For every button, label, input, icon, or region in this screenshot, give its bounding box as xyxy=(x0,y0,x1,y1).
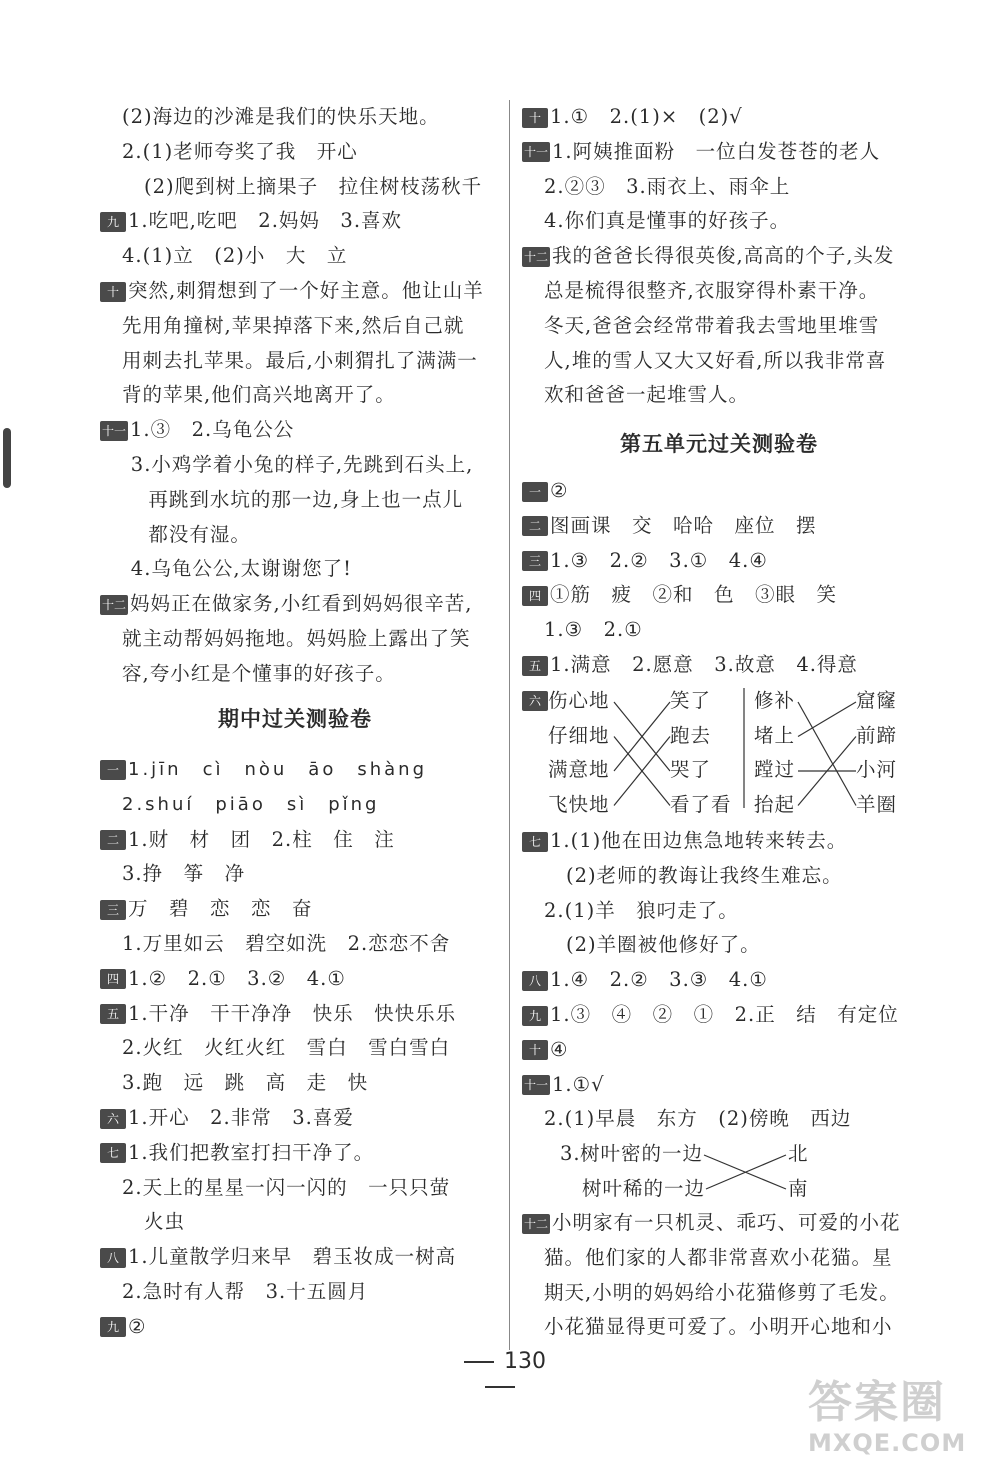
answer-text: 1.③ 2.乌龟公公 xyxy=(130,418,295,442)
match-line xyxy=(798,702,856,737)
answer-text: 人,堆的雪人又大又好看,所以我非常喜 xyxy=(544,348,887,372)
question-number-badge: 八 xyxy=(522,971,548,991)
section-title: 期中过关测验卷 xyxy=(218,706,372,731)
answer-line xyxy=(122,929,450,959)
question-number-badge: 十一 xyxy=(522,1075,550,1095)
answer-line xyxy=(148,520,251,550)
answer-line xyxy=(544,1104,851,1134)
match-option: 笑了 xyxy=(670,689,712,712)
answer-line xyxy=(122,659,396,689)
answer-line xyxy=(544,615,643,645)
answer-line xyxy=(144,1207,185,1237)
answer-text: 2.急时有人帮 3.十五圆月 xyxy=(122,1280,369,1303)
column-divider xyxy=(509,100,510,1350)
match-option: 窟窿 xyxy=(856,689,898,712)
answer-text: 2.(1)羊 狼叼走了。 xyxy=(544,898,739,922)
question-number-badge: 三 xyxy=(100,900,126,920)
answer-text: 突然,刺猬想到了一个好主意。他让山羊 xyxy=(128,279,484,302)
match-option: 伤心地 xyxy=(548,689,610,712)
answer-line xyxy=(544,172,790,202)
question-number-badge: 八 xyxy=(100,1248,126,1268)
question-number-badge: 十二 xyxy=(100,595,128,615)
answer-line-numbered xyxy=(522,1070,605,1100)
answer-line-numbered xyxy=(100,964,346,994)
match-option: 满意地 xyxy=(548,758,610,781)
answer-text: 1.jīn cì nòu āo shàng xyxy=(128,759,428,780)
answer-text: 1.干净 干干净净 快乐 快快乐乐 xyxy=(128,1001,457,1025)
answer-line-numbered xyxy=(100,1103,354,1133)
answer-line xyxy=(122,241,347,271)
answer-line-numbered xyxy=(100,1312,146,1342)
answer-text: 4.乌龟公公,太谢谢您了! xyxy=(130,557,352,581)
answer-text: 小明家有一只机灵、乖巧、可爱的小花 xyxy=(552,1211,901,1234)
answer-text: 1.我们把教室打扫干净了。 xyxy=(128,1140,375,1164)
answer-line xyxy=(122,137,358,167)
answer-line-numbered xyxy=(100,755,427,785)
answer-text: 1.① 2.(1)× (2)√ xyxy=(550,105,743,128)
question-number-badge: 七 xyxy=(522,832,548,852)
match-line xyxy=(798,702,856,806)
watermark-url: MXQE.COM xyxy=(808,1429,967,1457)
match-option: 堵上 xyxy=(754,723,796,747)
answer-text: 图画课 交 哈哈 座位 摆 xyxy=(550,513,817,537)
question-number-badge: 三 xyxy=(522,551,548,571)
answer-text: 都没有湿。 xyxy=(148,522,251,546)
answer-text: ①筋 疲 ②和 色 ③眼 笑 xyxy=(550,583,838,607)
answer-text: 2.shuí piāo sì pǐng xyxy=(122,793,380,815)
question-number-badge: 十一 xyxy=(522,142,550,162)
answer-line xyxy=(566,930,761,960)
answer-line-numbered xyxy=(522,1035,568,1065)
section-title: 第五单元过关测验卷 xyxy=(620,431,818,456)
question-number-badge: 一 xyxy=(522,482,548,502)
answer-line xyxy=(544,380,749,410)
question-number-badge: 二 xyxy=(522,516,548,536)
match-option: 飞快地 xyxy=(548,792,610,816)
answer-text: 2.火红 火红火红 雪白 雪白雪白 xyxy=(122,1036,451,1060)
answer-line xyxy=(544,1278,900,1308)
scan-mark xyxy=(3,428,11,488)
answer-line-numbered xyxy=(522,476,568,506)
answer-line xyxy=(122,1277,368,1307)
answer-text: 我的爸爸长得很英俊,高高的个子,头发 xyxy=(552,244,895,268)
answer-text: 1.④ 2.② 3.③ 4.① xyxy=(550,968,768,992)
answer-text: 2.(1)老师夸奖了我 开心 xyxy=(122,139,358,163)
answer-text: 2.天上的星星一闪一闪的 一只只萤 xyxy=(122,1175,451,1199)
question-number-badge: 十二 xyxy=(522,247,550,267)
answer-line xyxy=(544,311,879,341)
answer-line-numbered xyxy=(100,276,484,306)
answer-line xyxy=(544,276,879,306)
answer-text: 1.② 2.① 3.② 4.① xyxy=(128,966,346,990)
answer-line-numbered xyxy=(522,137,880,167)
match-option: 南 xyxy=(788,1176,809,1200)
answer-text: 期天,小明的妈妈给小花猫修剪了毛发。 xyxy=(544,1280,900,1304)
match-option: 小河 xyxy=(856,758,898,781)
answer-line-numbered xyxy=(522,511,817,541)
answer-line xyxy=(544,1312,893,1342)
answer-line xyxy=(122,346,478,376)
answer-line-numbered xyxy=(522,965,768,995)
answer-text: 妈妈正在做家务,小红看到妈妈很辛苦, xyxy=(130,592,473,616)
answer-line-numbered xyxy=(522,826,847,856)
answer-text: 3.小鸡学着小兔的样子,先跳到石头上, xyxy=(130,453,474,476)
match-option: 蹚过 xyxy=(754,758,796,781)
answer-text: 1.(1)他在田边焦急地转来转去。 xyxy=(550,829,848,852)
matching-lines xyxy=(522,1139,922,1209)
answer-text: 1.③ 2.① xyxy=(544,618,643,642)
answer-line xyxy=(544,896,739,926)
answer-line xyxy=(544,346,886,376)
answer-line xyxy=(122,1068,368,1098)
answer-text: ④ xyxy=(550,1037,569,1061)
question-number-badge: 十 xyxy=(522,108,548,128)
answer-text: 3.挣 筝 净 xyxy=(122,862,246,886)
answer-line-numbered xyxy=(100,1138,374,1168)
answer-line xyxy=(122,380,396,410)
watermark-text: 答案圈 xyxy=(808,1377,946,1428)
match-option: 哭了 xyxy=(670,758,712,781)
answer-line xyxy=(122,311,464,341)
answer-text: 4.(1)立 (2)小 大 立 xyxy=(122,244,348,268)
question-number-badge: 六 xyxy=(100,1109,126,1129)
answer-text: ② xyxy=(128,1314,147,1338)
answer-text: 背的苹果,他们高兴地离开了。 xyxy=(122,383,396,407)
answer-line-numbered xyxy=(100,589,472,619)
match-option: 抬起 xyxy=(754,792,796,816)
answer-line-numbered xyxy=(100,1242,456,1272)
question-number-badge: 七 xyxy=(100,1143,126,1163)
match-option: 看了看 xyxy=(670,792,732,816)
answer-text: 冬天,爸爸会经常带着我去雪地里堆雪 xyxy=(544,313,880,337)
question-number-badge: 十一 xyxy=(100,421,128,441)
answer-line-numbered xyxy=(522,102,743,132)
question-number-badge: 十二 xyxy=(522,1214,550,1234)
question-number-badge: 十 xyxy=(522,1040,548,1060)
answer-line-numbered xyxy=(100,206,402,236)
answer-line xyxy=(566,861,843,891)
answer-line-numbered xyxy=(100,999,456,1029)
match-option: 仔细地 xyxy=(548,723,610,747)
match-option: 前蹄 xyxy=(856,723,898,747)
answer-text: 1.阿姨推面粉 一位白发苍苍的老人 xyxy=(552,139,881,163)
match-option: 羊圈 xyxy=(856,792,898,816)
answer-line-numbered xyxy=(522,1000,899,1030)
match-option: 北 xyxy=(788,1142,809,1165)
matching-exercise xyxy=(522,686,922,826)
answer-text: 小花猫显得更可爱了。小明开心地和小 xyxy=(544,1315,893,1339)
answer-line xyxy=(131,450,474,480)
question-number-badge: 九 xyxy=(522,1006,548,1026)
answer-text: (2)老师的教诲让我终生难忘。 xyxy=(566,863,843,887)
answer-line xyxy=(148,485,463,515)
match-option: 树叶密的一边 xyxy=(580,1142,704,1165)
answer-text: (2)羊圈被他修好了。 xyxy=(566,933,761,957)
direction-matching xyxy=(522,1139,922,1209)
match-option: 修补 xyxy=(754,689,796,712)
answer-line xyxy=(122,102,440,132)
answer-line-numbered xyxy=(522,1208,901,1238)
answer-text: 欢和爸爸一起堆雪人。 xyxy=(544,383,750,407)
answer-line-numbered xyxy=(522,580,837,610)
answer-text: 万 碧 恋 恋 奋 xyxy=(128,897,313,921)
answer-text: (2)爬到树上摘果子 拉住树枝荡秋千 xyxy=(144,174,483,198)
match-option: 跑去 xyxy=(670,723,712,747)
answer-line-numbered xyxy=(100,894,313,924)
answer-text: 1.儿童散学归来早 碧玉妆成一树高 xyxy=(128,1245,457,1269)
answer-text: 总是梳得很整齐,衣服穿得朴素干净。 xyxy=(544,279,880,302)
answer-line xyxy=(122,1033,450,1063)
answer-text: ② xyxy=(550,479,569,502)
answer-text: 1.财 材 团 2.柱 住 注 xyxy=(128,827,395,851)
answer-text: 1.③ ④ ② ① 2.正 结 有定位 xyxy=(550,1003,899,1026)
answer-text: 再跳到水坑的那一边,身上也一点儿 xyxy=(148,487,464,511)
question-number-badge: 十 xyxy=(100,282,126,302)
question-number-badge: 一 xyxy=(100,760,126,780)
answer-line-numbered xyxy=(100,415,294,445)
answer-text: 3.跑 远 跳 高 走 快 xyxy=(122,1071,369,1095)
question-number-badge: 六 xyxy=(522,691,548,711)
answer-line-numbered xyxy=(522,650,858,680)
answer-text: (2)海边的沙滩是我们的快乐天地。 xyxy=(122,105,440,128)
question-number-badge: 五 xyxy=(522,656,548,676)
answer-text: 先用角撞树,苹果掉落下来,然后自己就 xyxy=(122,313,465,337)
question-number-badge: 九 xyxy=(100,212,126,232)
question-number-badge: 四 xyxy=(522,586,548,606)
question-number-badge: 五 xyxy=(100,1004,126,1024)
answer-text: 2.(1)早晨 东方 (2)傍晚 西边 xyxy=(544,1107,852,1131)
question-number-badge: 二 xyxy=(100,830,126,850)
answer-line-numbered xyxy=(100,825,395,855)
answer-text: 火虫 xyxy=(144,1210,186,1234)
answer-text: 1.③ 2.② 3.① 4.④ xyxy=(550,548,768,572)
answer-text: 容,夸小红是个懂事的好孩子。 xyxy=(122,661,396,685)
answer-line xyxy=(144,172,482,202)
matching-lines xyxy=(522,686,922,826)
page-number: 130 xyxy=(440,1349,560,1399)
answer-text: 1.开心 2.非常 3.喜爱 xyxy=(128,1106,354,1129)
answer-text: 2.②③ 3.雨衣上、雨伞上 xyxy=(544,174,791,198)
answer-text: 就主动帮妈妈拖地。妈妈脸上露出了笑 xyxy=(122,627,471,650)
answer-line-numbered xyxy=(522,241,894,271)
answer-line xyxy=(544,206,790,236)
answer-line xyxy=(544,1243,893,1273)
answer-text: 1.吃吧,吃吧 2.妈妈 3.喜欢 xyxy=(128,209,403,233)
match-option: 树叶稀的一边 xyxy=(582,1176,706,1200)
answer-text: 1.①√ xyxy=(552,1072,605,1096)
question-number-badge: 四 xyxy=(100,969,126,989)
answer-line xyxy=(122,624,471,654)
answer-text: 1.满意 2.愿意 3.故意 4.得意 xyxy=(550,653,858,676)
answer-text: 4.你们真是懂事的好孩子。 xyxy=(544,209,791,233)
question-number-badge: 九 xyxy=(100,1317,126,1337)
item-number: 3. xyxy=(560,1142,581,1165)
answer-line-numbered xyxy=(522,546,768,576)
answer-text: 1.万里如云 碧空如洗 2.恋恋不舍 xyxy=(122,932,451,955)
answer-text: 猫。他们家的人都非常喜欢小花猫。星 xyxy=(544,1245,893,1269)
answer-line xyxy=(131,554,352,584)
answer-line xyxy=(122,859,245,889)
watermark-logo xyxy=(808,1378,998,1468)
answer-text: 用刺去扎苹果。最后,小刺猬扎了满满一 xyxy=(122,348,478,372)
answer-line xyxy=(122,790,379,820)
answer-line xyxy=(122,1173,450,1203)
